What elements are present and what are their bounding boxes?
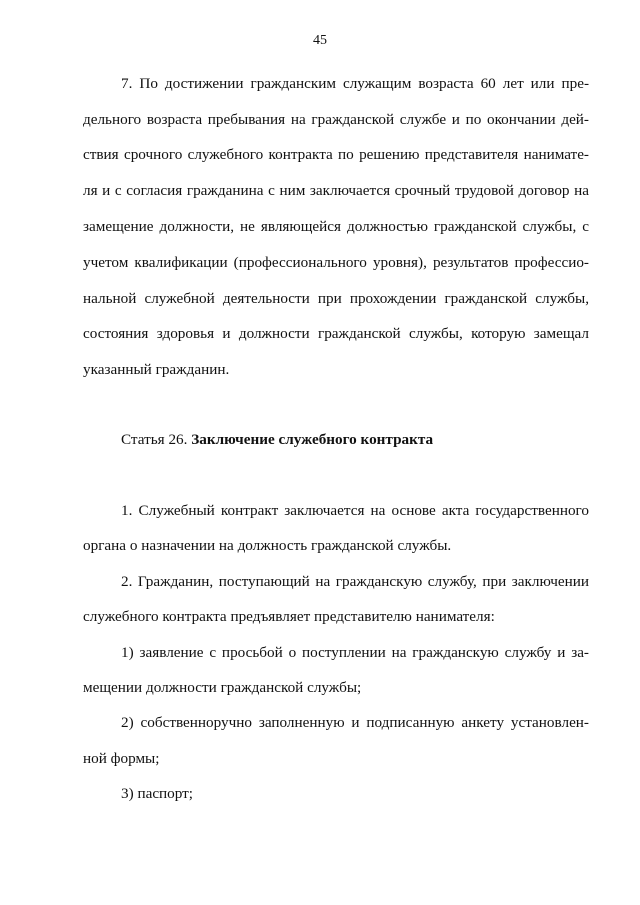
text-line: замещение должности, не являющейся должностью гражданской службы, с — [83, 218, 589, 235]
text-line: указанный гражданин. — [83, 361, 230, 378]
page-number: 45 — [313, 33, 327, 48]
text-line: органа о назначении на должность гражданской службы. — [83, 537, 452, 554]
text-line: состояния здоровья и должности гражданской службы, которую замещал — [83, 325, 589, 342]
text-line: 1) заявление с просьбой о поступлении на гражданскую службу и за- — [121, 644, 589, 661]
text-line: мещении должности гражданской службы; — [83, 679, 362, 696]
text-line: 2) собственноручно заполненную и подписанную анкету установлен- — [121, 714, 589, 731]
article-number: Статья 26. — [121, 431, 192, 448]
text-line: 3) паспорт; — [121, 785, 194, 802]
text-line: учетом квалификации (профессионального уровня), результатов профессио- — [83, 254, 589, 271]
text-line: ной формы; — [83, 750, 160, 767]
text-line: 7. По достижении гражданским служащим возраста 60 лет или пре- — [121, 75, 589, 92]
article-title: Заключение служебного контракта — [191, 431, 434, 448]
text-line: ствия срочного служебного контракта по решению представителя нанимате- — [83, 146, 589, 163]
text-line: 2. Гражданин, поступающий на гражданскую службу, при заключении — [121, 573, 589, 590]
article-heading — [121, 431, 433, 449]
text-line: 1. Служебный контракт заключается на основе акта государственного — [121, 502, 589, 519]
text-line: нальной служебной деятельности при прохождении гражданской службы, — [83, 290, 589, 307]
text-line: дельного возраста пребывания на гражданской службе и по окончании дей- — [83, 111, 589, 128]
text-line: служебного контракта предъявляет представителю нанимателя: — [83, 608, 495, 625]
text-line: ля и с согласия гражданина с ним заключается срочный трудовой договор на — [83, 182, 589, 199]
